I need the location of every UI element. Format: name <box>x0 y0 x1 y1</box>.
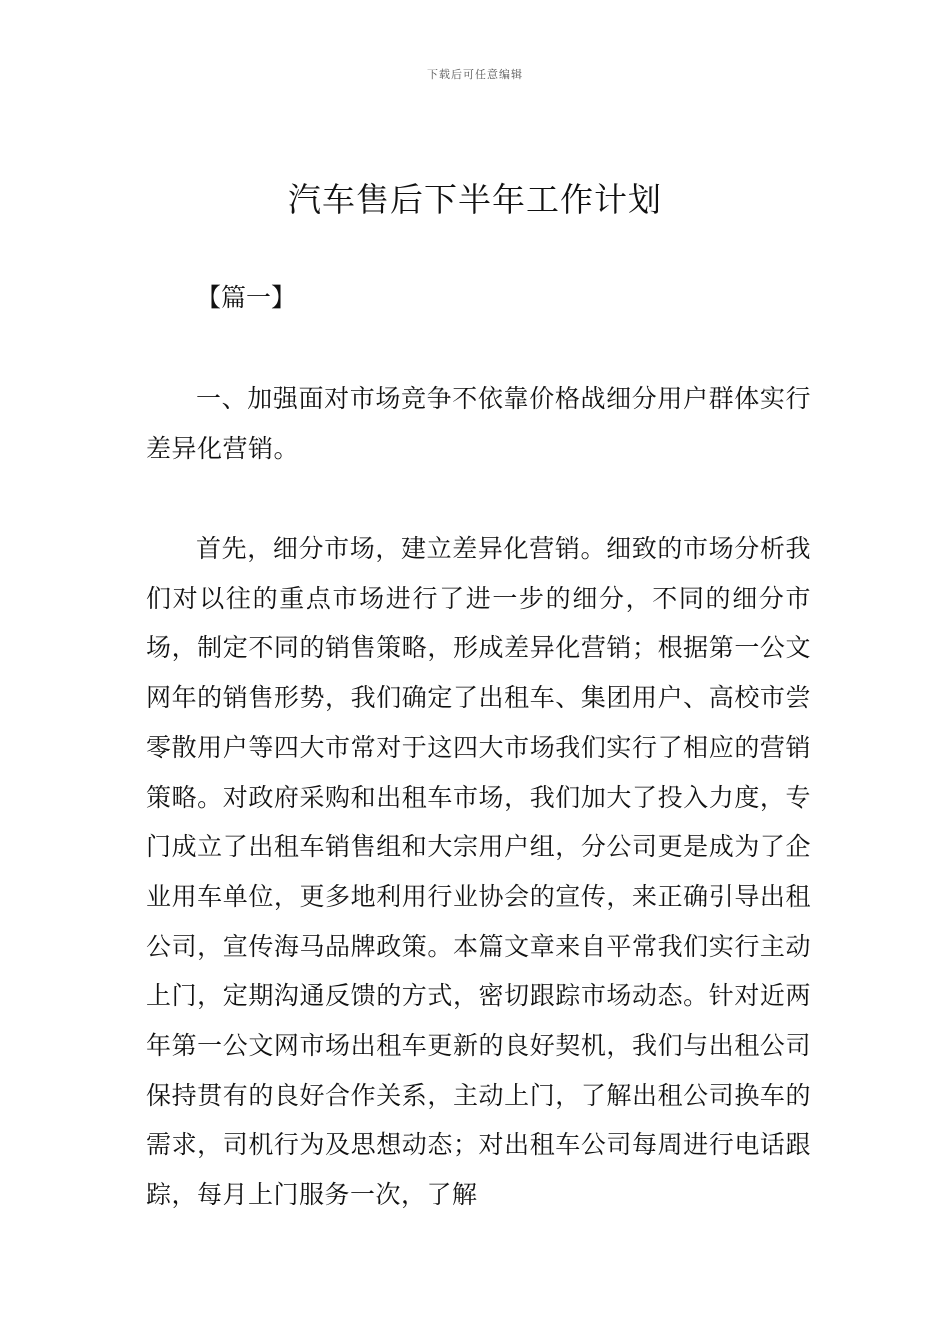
header-note: 下载后可任意编辑 <box>427 68 523 81</box>
paragraph-heading-one: 一、加强面对市场竞争不依靠价格战细分用户群体实行差异化营销。 <box>146 384 811 463</box>
section-label: 【篇一】 <box>196 283 297 312</box>
paragraph-body: 首先，细分市场，建立差异化营销。细致的市场分析我们对以往的重点市场进行了进一步的细分，不同的细分市场，制定不同的销售策略，形成差异化营销；根据第一公文网年的销售形势，我们确定了出租车、集团用户、高校市尝零散用户等四大市常对于这四大市场我们实行了相应的营销策略。对政府采购和出租车市场，我们加大了投入力度，专门成立了出租车销售组和大宗用户组，分公司更是成为了企业用车单位，更多地利用行业协会的宣传，来正确引导出租公司，宣传海马品牌政策。本篇文章来自平常我们实行主动上门，定期沟通反馈的方式，密切跟踪市场动态。针对近两年第一公文网市场出租车更新的良好契机，我们与出租公司保持贯有的良好合作关系，主动上门，了解出租公司换车的需求，司机行为及思想动态；对出租车公司每周进行电话跟踪，每月上门服务一次，了解 <box>146 534 811 1210</box>
document-title: 汽车售后下半年工作计划 <box>288 180 662 219</box>
